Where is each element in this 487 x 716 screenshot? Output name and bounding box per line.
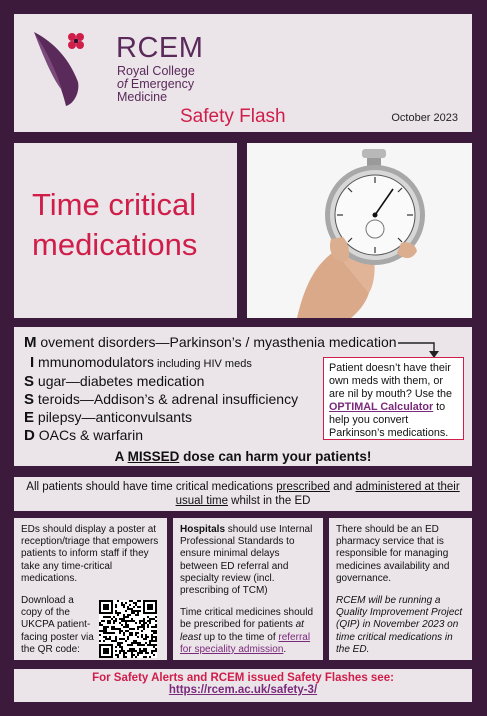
mnemonic-letter: S [24,373,35,390]
prescribe-b: up to the time of [201,631,279,643]
optimal-calculator-link[interactable]: OPTIMAL Calculator [329,401,434,413]
mnemonic-item-d [24,427,143,444]
missed-a: A [114,449,128,464]
title-line2: medications [32,227,198,262]
header-panel [14,14,472,132]
mnemonic-text: pilepsy—anticonvulsants [34,409,192,425]
statement-b: prescribed [276,481,330,493]
mnemonic-letter: I [30,354,35,371]
missed-b: MISSED [127,449,180,464]
safety-flash-banner: Safety Flash [180,106,286,127]
statement-a: All patients should have time critical medications [26,481,277,493]
org-line2-rest: Emergency [127,77,195,91]
footer-panel [14,669,472,702]
org-full-name [117,65,195,104]
mnemonic-note: including HIV meds [154,358,252,370]
mnemonic-item-s1 [24,373,204,390]
prescribe-a: Time critical medicines should be prescribed for patients [180,607,314,631]
mnemonic-letter: M [24,334,37,351]
pharmacy-column [329,518,472,660]
statement-c: and [329,481,356,493]
title-panel [14,143,237,318]
statement-text [14,477,472,508]
hospitals-column [173,518,323,660]
optimal-calculator-callout [323,357,464,440]
statement-e: whilst in the ED [227,495,311,507]
mnemonic-item-e [24,409,192,426]
prescribe-end: . [283,643,287,655]
stopwatch-in-hand-icon [247,143,472,318]
footer-text: For Safety Alerts and RCEM issued Safety Flashes see: [92,672,394,684]
mnemonic-letter: D [24,427,35,444]
pharmacy-text: There should be an ED pharmacy service that is responsible for managing medicines availability and governance. [336,524,450,584]
mnemonic-text: teroids—Addison’s & adrenal insufficiency [34,391,299,407]
title-line1: Time critical [32,187,197,222]
safety-link[interactable]: https://rcem.ac.uk/safety-3/ [168,684,318,696]
poster-download-text: Download a copy of the UKCPA patient-facing poster via the QR code: [21,595,94,655]
rcem-logo-icon [32,26,92,108]
mnemonic-text: ugar—diabetes medication [34,373,205,389]
mnemonic-letter: E [24,409,35,426]
mnemonic-letter: S [24,391,35,408]
mnemonic-text: mmunomodulators [34,354,154,370]
issue-date: October 2023 [391,112,458,124]
poster-column [14,518,167,660]
statement-d: administered at their usual time [175,481,460,507]
poster-advice: EDs should display a poster at reception/triage that empowers patients to inform staff if they take any time-critical medications. [21,524,159,584]
hospitals-text [180,524,316,597]
qr-code-icon[interactable] [98,600,158,658]
optimal-pre: Patient doesn’t have their own meds with them, or are nil by mouth? Use the [329,362,453,400]
stopwatch-photo [247,143,472,318]
prescribe-italic: at least [180,619,304,643]
prescribe-text [180,607,316,656]
mnemonic-text: ovement disorders—Parkinson’s / myasthenia medication [36,334,397,350]
statement-panel [14,477,472,511]
hospitals-bold: Hospitals [180,524,226,535]
hospitals-rest: should use Internal Professional Standards to ensure minimal delays between ED referral and specialty review (incl. prescribing of TCM) [180,524,313,597]
missed-c: dose can harm your patients! [179,449,372,464]
referral-link[interactable]: referral for speciality admission [180,631,311,655]
org-line1: Royal College [117,64,195,78]
missed-dose-warning [14,449,472,464]
optimal-post: to help you convert Parkinson’s medications. [329,401,449,439]
page-title [32,185,232,265]
qip-text: RCEM will be running a Quality Improvement Project (QIP) in November 2023 on time critical medications in the ED. [336,595,463,655]
mnemonic-item-i [30,354,252,371]
org-line2-of: of [117,77,128,91]
mnemonic-text: OACs & warfarin [34,427,143,443]
org-line3: Medicine [117,90,168,104]
mnemonic-item-s2 [24,391,298,408]
mnemonic-item-m [24,334,397,351]
org-short-name: RCEM [116,32,204,64]
